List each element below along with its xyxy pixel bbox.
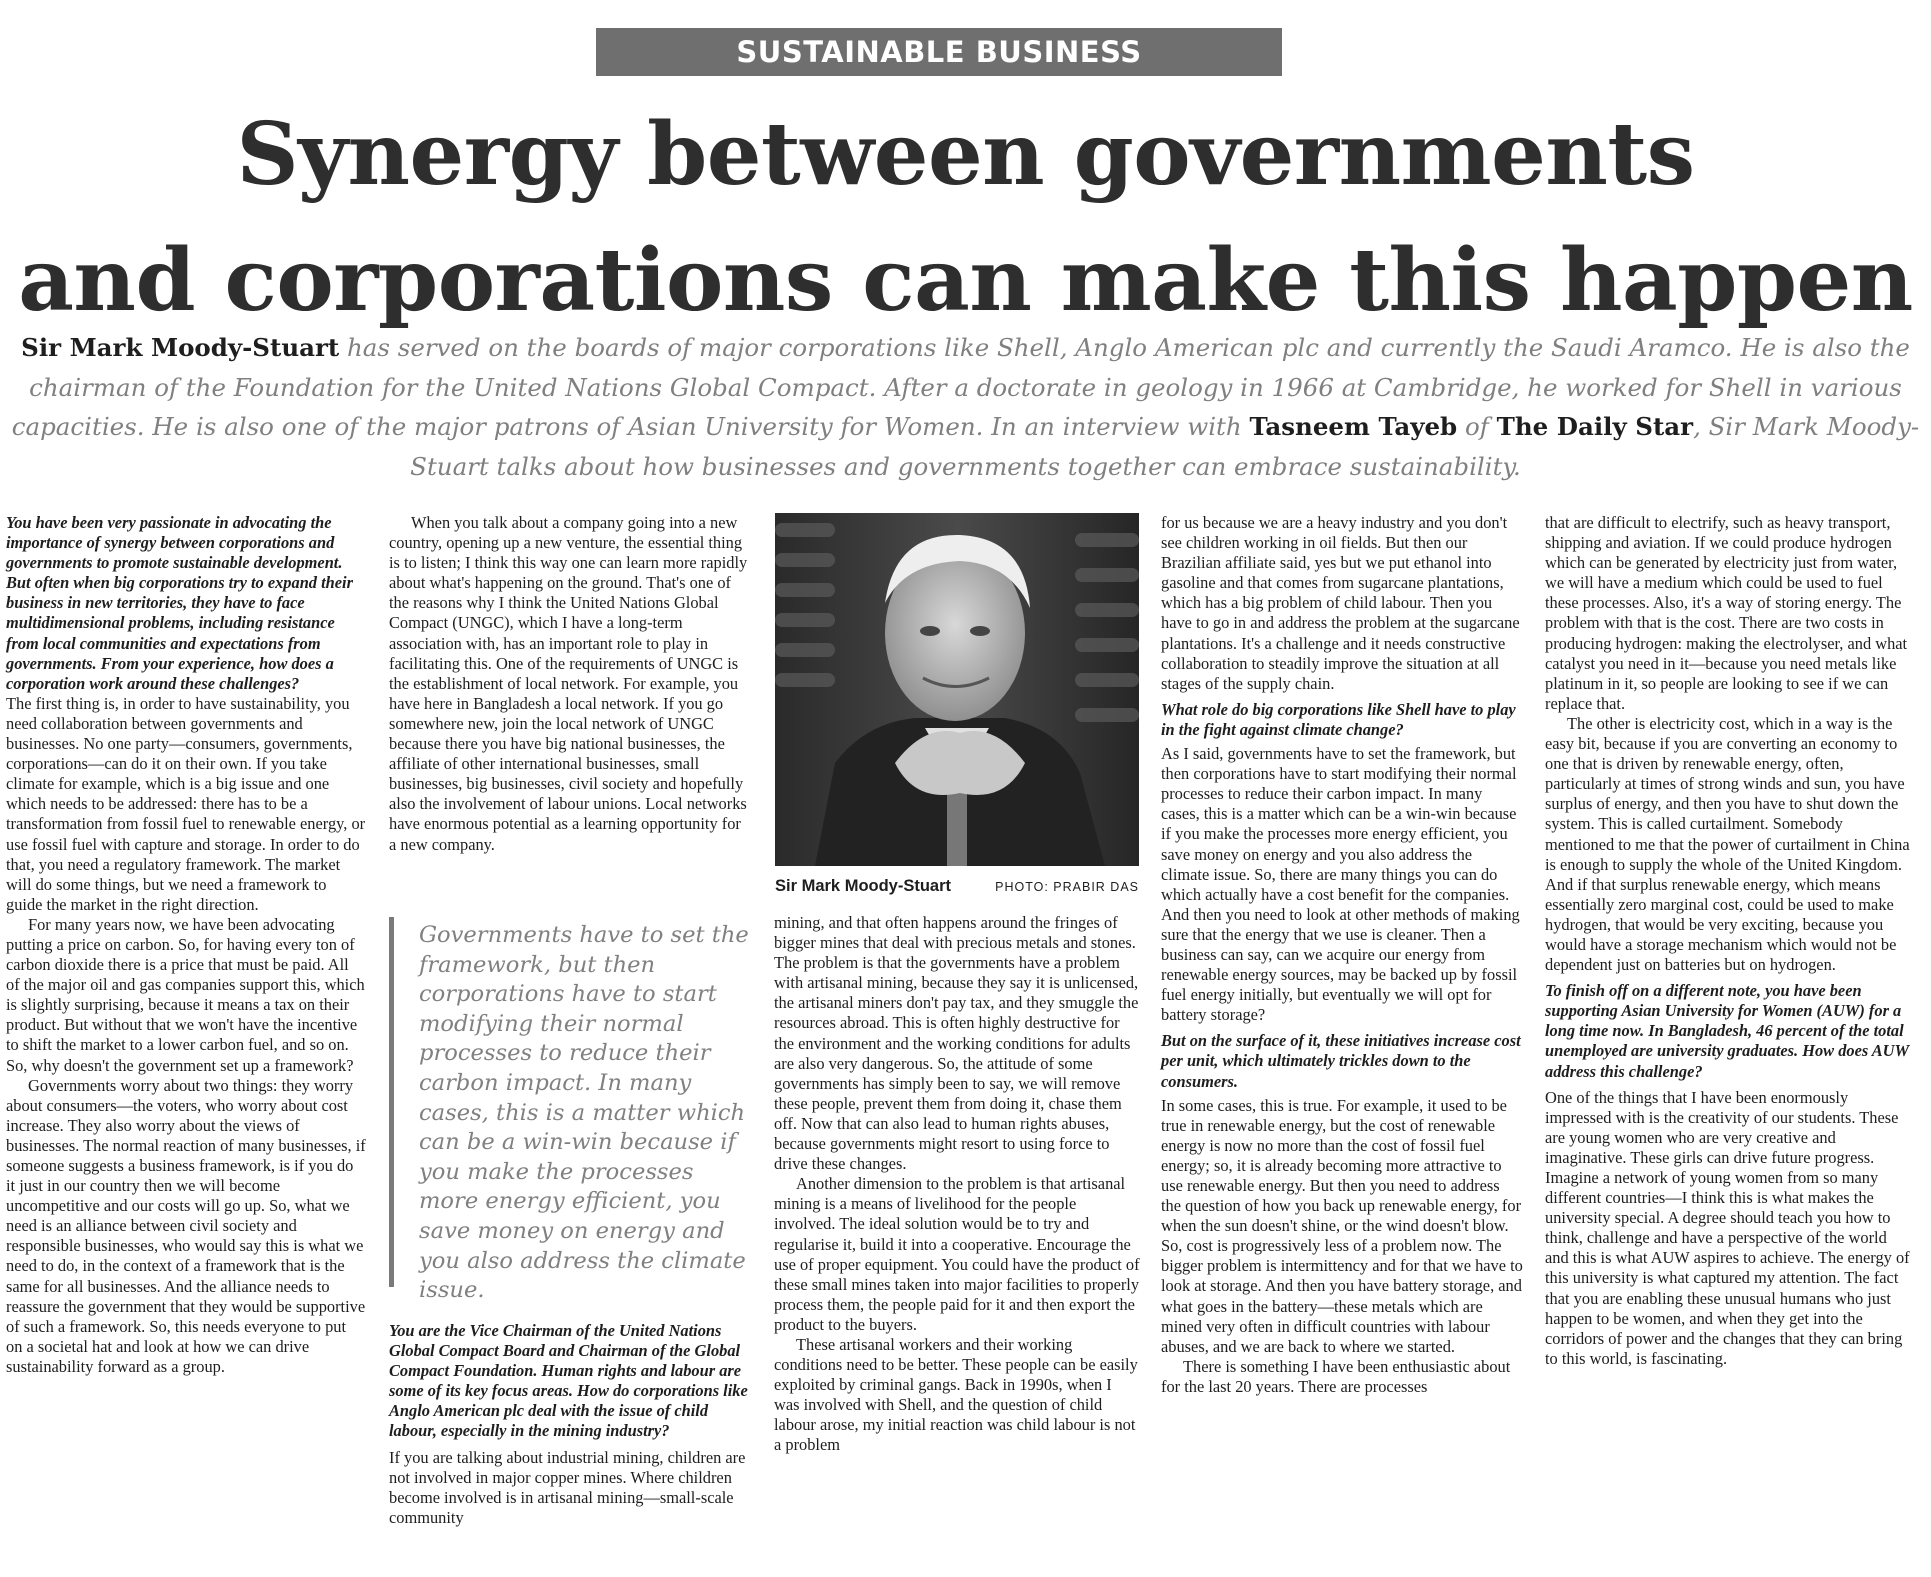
intro-paper: The Daily Star (1496, 412, 1694, 441)
intro-text-1: has served on the boards of major corporations like Shell, Anglo American plc and currently the Saudi Aramco. He is also the chairman of the Foundation for the United Nations Global Compact. After a doctorate in geology in 1966 at Cambridge, he worked for Shell in various capacities. He is also one of the major patrons of Asian University for Women. In an interview with (11, 333, 1910, 441)
intro-subject: Sir Mark Moody-Stuart (21, 333, 340, 362)
paragraph: The first thing is, in order to have sustainability, you need collaboration between governments and businesses. No one party—consumers, governments, corporations—can do it on their own. If you take climate for example, which is a big issue and one which needs to be addressed: there has to be a transformation from fossil fuel to renewable energy, or use fossil fuel with capture and storage. In order to do that, you need a regulatory framework. The market will do some things, but we need a framework to guide the market in the right direction. (6, 693, 366, 914)
photo-credit: PHOTO: PRABIR DAS (995, 880, 1139, 894)
paragraph: for us because we are a heavy industry and you don't see children working in oil fields. But then our Brazilian affiliate said, yes but we put ethanol into gasoline and that comes from sugarcane plantations, which has a big problem of child labour. Then you have to go in and address the problem at the sugarcane plantations. It's a challenge and it needs constructive collaboration to steadily improve the situation at all stages of the supply chain. (1161, 513, 1520, 693)
column-3 (774, 913, 1140, 1456)
section-label: SUSTAINABLE BUSINESS (596, 28, 1282, 76)
intro-text-2: , Sir Mark Moody-Stuart talks about how businesses and governments together can embrace sustainability. (410, 412, 1920, 481)
paragraph: Another dimension to the problem is that artisanal mining is a means of livelihood for the people involved. The ideal solution would be to try and regularise it, build it into a cooperative. Encourage the use of proper equipment. You could have the product of these small mines taken into major facilities to properly process them, the people paid for it and then export the product to the buyers. (774, 1174, 1140, 1334)
question-1: You have been very passionate in advocating the importance of synergy between corporations and governments to promote sustainable development. But often when big corporations try to expand their business in new territories, they have to face multidimensional problems, including resistance from local communities and expectations from governments. From your experience, how does a corporation work around these challenges? (6, 513, 353, 693)
column-4 (1161, 513, 1523, 1397)
intro-of: of (1457, 412, 1497, 441)
question-2: You are the Vice Chairman of the United Nations Global Compact Board and Chairman of the Global Compact Foundation. Human rights and labour are some of its key focus areas. How do corporations like Anglo American plc deal with the issue of child labour, especially in the mining industry? (389, 1321, 748, 1441)
column-2-lower (389, 1321, 749, 1528)
caption-name: Sir Mark Moody-Stuart (775, 877, 952, 895)
question-5: To finish off on a different note, you have been supporting Asian University for Women (AUW) for a long time now. In Bangladesh, 46 percent of the total unemployed are university graduates. How does AUW address this challenge? (1545, 981, 1909, 1081)
paragraph: As I said, governments have to set the framework, but then corporations have to start modifying their normal processes to reduce their carbon impact. In many cases, this is a matter which can be a win-win because if you make the processes more energy efficient, you save money on energy and you also address the climate issue. So, there are many things you can do which actually have a cost benefit for the companies. And then you need to look at other methods of making sure that the energy that we use is cleaner. Then a business can say, can we acquire our energy from renewable energy sources, may be backed up by fossil fuel energy initially, but eventually we will opt for battery storage? (1161, 744, 1520, 1025)
portrait-photo (775, 513, 1139, 866)
paragraph: that are difficult to electrify, such as heavy transport, shipping and aviation. If we could produce hydrogen which can be generated by electricity just from water, we will have a medium which could be used to fuel these processes. Also, it's a way of storing energy. The problem with that is the cost. There are two costs in producing hydrogen: making the electrolyser, and what catalyst you need in it—because you need metals like platinum in it, so people are looking to see if we can replace that. (1545, 513, 1908, 713)
question-3: What role do big corporations like Shell have to play in the fight against climate change? (1161, 699, 1516, 739)
paragraph: If you are talking about industrial mining, children are not involved in major copper mines. Where children become involved is in artisanal mining—small-scale community (389, 1447, 746, 1527)
column-1 (6, 513, 366, 1377)
paragraph: When you talk about a company going into a new country, opening up a new venture, the essential thing is to listen; I think this way one can learn more rapidly about what's happening on the ground. That's one of the reasons why I think the United Nations Global Compact (UNGC), which I have a long-term association with, has an important role to play in facilitating this. One of the requirements of UNGC is the establishment of local network. For example, you have here in Bangladesh a local network. If you go somewhere new, join the local network of UNGC because there you have big national businesses, the affiliate of other international businesses, small businesses, big businesses, civil society and hopefully also the involvement of labour unions. Local networks have enormous potential as a learning opportunity for a new company. (389, 513, 748, 854)
headline-line-2: and corporations can make this happen (18, 230, 1913, 331)
paragraph: Governments worry about two things: they worry about consumers—the voters, who worry about cost increase. They also worry about the views of businesses. The normal reaction of many businesses, if someone suggests a business framework, is if you do it just in our country then we will become uncompetitive and our costs will go up. So, what we need is an alliance between civil society and responsible businesses, who would say this is what we need to do, in the context of a framework that is the same for all businesses. And the alliance needs to reassure the government that they would be supportive of such a framework. So, this needs everyone to put on a societal hat and look at how we can drive sustainability forward as a group. (6, 1075, 366, 1376)
portrait-illustration (775, 513, 1139, 866)
paragraph: These artisanal workers and their working conditions need to be better. These people can be easily exploited by criminal gangs. Back in 1990s, when I was involved with Shell, and the question of child labour arose, my initial reaction was child labour is not a problem (774, 1334, 1138, 1455)
paragraph: In some cases, this is true. For example, it used to be true in renewable energy, but the cost of renewable energy is now no more than the cost of fossil fuel energy; so, it is already becoming more attractive to use renewable energy. But then you need to address the question of how you back up renewable energy, for when the sun doesn't shine, or the wind doesn't blow. So, cost is progressively less of a problem now. The bigger problem is intermittency and for that we have to look at storage. And then you have battery storage, and what goes in the battery—these metals which are mined very often in difficult countries with labour abuses, and we are back to where we started. (1161, 1095, 1523, 1356)
headline (0, 92, 1931, 344)
photo-caption (775, 877, 1139, 896)
paragraph: There is something I have been enthusiastic about for the last 20 years. There are processes (1161, 1356, 1511, 1396)
paragraph: For many years now, we have been advocating putting a price on carbon. So, for having every ton of carbon dioxide there is a price that must be paid. All of the major oil and gas companies support this, which is slightly surprising, because it means a tax on their product. But without that we won't have the incentive to shift the market to a lower carbon fuel, and so on. So, why doesn't the government set up a framework? (6, 914, 365, 1075)
intro-standfirst (10, 328, 1921, 486)
pull-quote: Governments have to set the framework, but then corporations have to start modifying their normal processes to reduce their carbon impact. In many cases, this is a matter which can be a win-win because if you make the processes more energy efficient, you save money on energy and you also address the climate issue. (389, 917, 751, 1287)
paragraph: mining, and that often happens around the fringes of bigger mines that deal with precious metals and stones. The problem is that the governments have a problem with artisanal mining, because they say it is unlicensed, the artisanal miners don't pay tax, and they smuggle the resources abroad. This is often highly destructive for the environment and the working conditions for adults are also very dangerous. So, the attitude of some governments has simply been to say, we will remove these people, prevent them from doing it, chase them off. Now that can also lead to human rights abuses, because governments might resort to using force to drive these changes. (774, 913, 1139, 1174)
question-4: But on the surface of it, these initiatives increase cost per unit, which ultimately trickles down to the consumers. (1161, 1031, 1521, 1091)
column-2 (389, 513, 749, 855)
paragraph: The other is electricity cost, which in a way is the easy bit, because if you are converting an economy to one that is driven by renewable energy, often, particularly at times of strong winds and sun, you have surplus of energy, and then you have to shut down the system. This is called curtailment. Somebody mentioned to me that the power of curtailment in China is enough to supply the whole of the United Kingdom. And if that surplus renewable energy, which means essentially zero marginal cost, could be used to make hydrogen, that would be very exciting, because you would have a storage mechanism which would not be dependent just on batteries but on hydrogen. (1545, 713, 1910, 975)
paragraph: One of the things that I have been enormously impressed with is the creativity of our students. These are young women who are very creative and imaginative. These girls can drive future progress. Imagine a network of young women from so many different countries—I think this is what makes the university special. A degree should teach you how to think, challenge and have a perspective of the world and this is what AUW aspires to achieve. The energy of this university is what captured my attention. The fact that you are enabling these unusual humans who just happen to be women, and when they get into the corridors of power and the changes that they can bring to this world, is fascinating. (1545, 1087, 1910, 1368)
intro-interviewer: Tasneem Tayeb (1249, 412, 1458, 441)
column-5 (1545, 513, 1911, 1369)
headline-line-1: Synergy between governments (236, 104, 1695, 205)
